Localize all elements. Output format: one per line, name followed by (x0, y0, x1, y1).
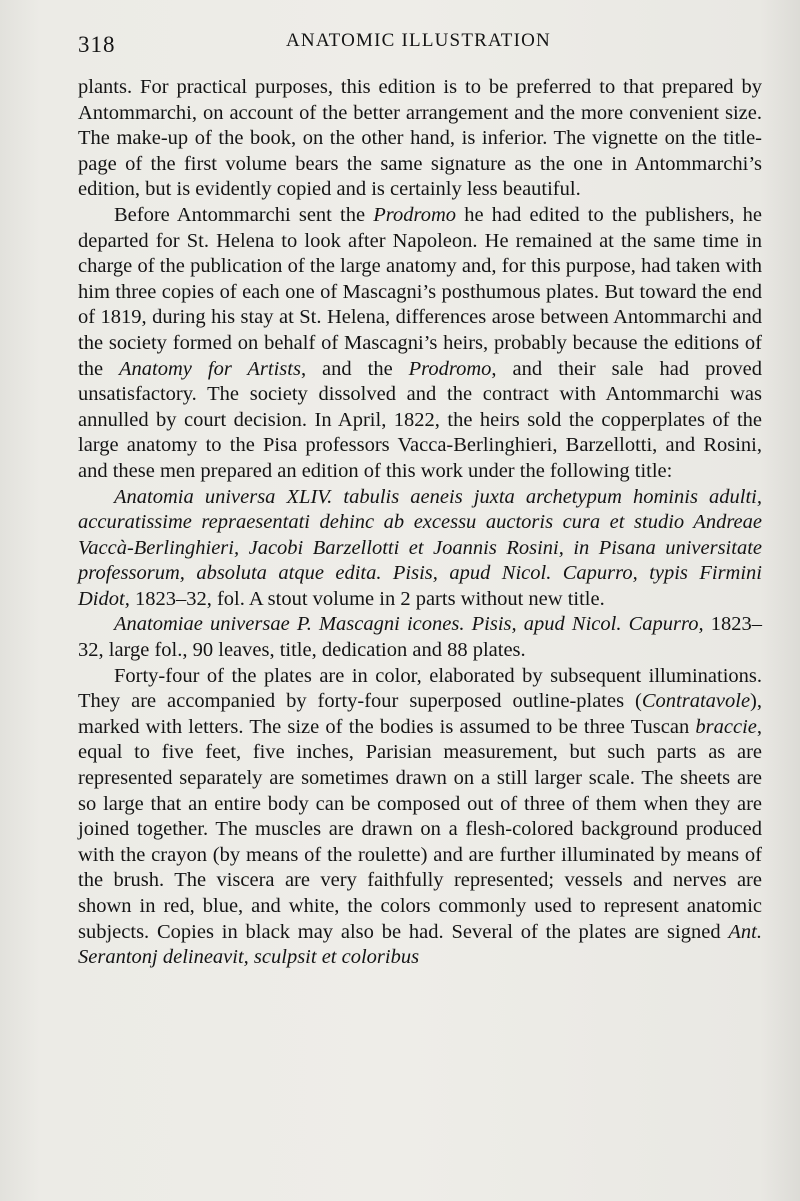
text-span: ), marked with letters. The size of the bodies is assumed to be three Tuscan (78, 690, 762, 738)
term-braccie: braccie (695, 715, 757, 738)
term-contratavole: Contratavole (641, 690, 751, 713)
body-text (78, 75, 762, 971)
paragraph-5 (78, 664, 762, 971)
signature-text: Ant. Serantonj delineavit, sculpsit et coloribus (78, 920, 762, 969)
text-span: , and their sale had proved unsatisfactory. The society dissolved and the contract with Antommarchi was annulled by court decision. In April, 1822, the heirs sold the copperplates of the large anatomy to the Pisa professors Vacca-Berlinghieri, Barzellotti, and Rosini, and these men prepared an edition of this work under the following title: (78, 357, 762, 482)
text-span: , equal to five feet, five inches, Parisian measurement, but such parts as are represented separately are sometimes drawn on a still larger scale. The sheets are so large that an entire body can be composed out of three of them when they are joined together. The muscles are drawn on a flesh-colored background produced with the crayon (by means of the roulette) and are further illuminated by means of the brush. The viscera are very faithfully represented; vessels and nerves are shown in red, blue, and white, the colors commonly used to represent anatomic subjects. Copies in black may also be had. Several of the plates are signed (78, 715, 762, 943)
text-span: , and the (300, 357, 409, 380)
citation-title: Anatomia universa XLIV. tabulis aeneis juxta archetypum hominis adulti, accuratissime repraesentati dehinc ab excessu auctoris cura et studio Andreae Vaccà-Berlinghieri, Jacobi Barzellotti et Joannis Rosini, in Pisana universitate professorum, absoluta atque edita. Pisis, apud Nicol. Capurro, typis Firmini Didot, (78, 485, 762, 610)
text-span: Forty-four of the plates are in color, elaborated by subsequent illuminations. They are accompanied by forty-four superposed outline-plates ( (78, 664, 762, 713)
paragraph-1: plants. For practical purposes, this edition is to be preferred to that prepared by Antommarchi, on account of the better arrangement and the more convenient size. The make-up of the book, on the other hand, is inferior. The vignette on the title-page of the first volume bears the same signature as the one in Antommarchi’s edition, but is evidently copied and is certainly less beautiful. (78, 76, 762, 201)
citation-title: Anatomiae universae P. Mascagni icones. Pisis, apud Nicol. Capurro, (114, 613, 704, 636)
paragraph-3-citation (78, 485, 762, 613)
running-head (78, 30, 760, 60)
page-number: 318 (78, 32, 116, 57)
paragraph-4-citation (78, 612, 762, 663)
running-head-title: ANATOMIC ILLUSTRATION (286, 30, 551, 51)
title-prodromo: Prodromo (408, 357, 492, 380)
text-span: he had edited to the publishers, he departed for St. Helena to look after Napoleon. He remained at the same time in charge of the publication of the large anatomy and, for this purpose, had taken with him three copies of each one of Mascagni’s posthumous plates. But toward the end of 1819, during his stay at St. Helena, differences arose between Antommarchi and the society formed on behalf of Mascagni’s heirs, probably because the editions of the (78, 203, 762, 380)
title-anatomy-for-artists: Anatomy for Artists (119, 357, 301, 380)
text-span: 1823–32, large fol., 90 leaves, title, dedication and 88 plates. (78, 613, 763, 662)
paragraph-2 (78, 203, 762, 485)
text-span: 1823–32, fol. A stout volume in 2 parts without new title. (129, 587, 605, 610)
text-span: Before Antommarchi sent the (114, 203, 374, 226)
title-prodromo: Prodromo (373, 203, 457, 226)
